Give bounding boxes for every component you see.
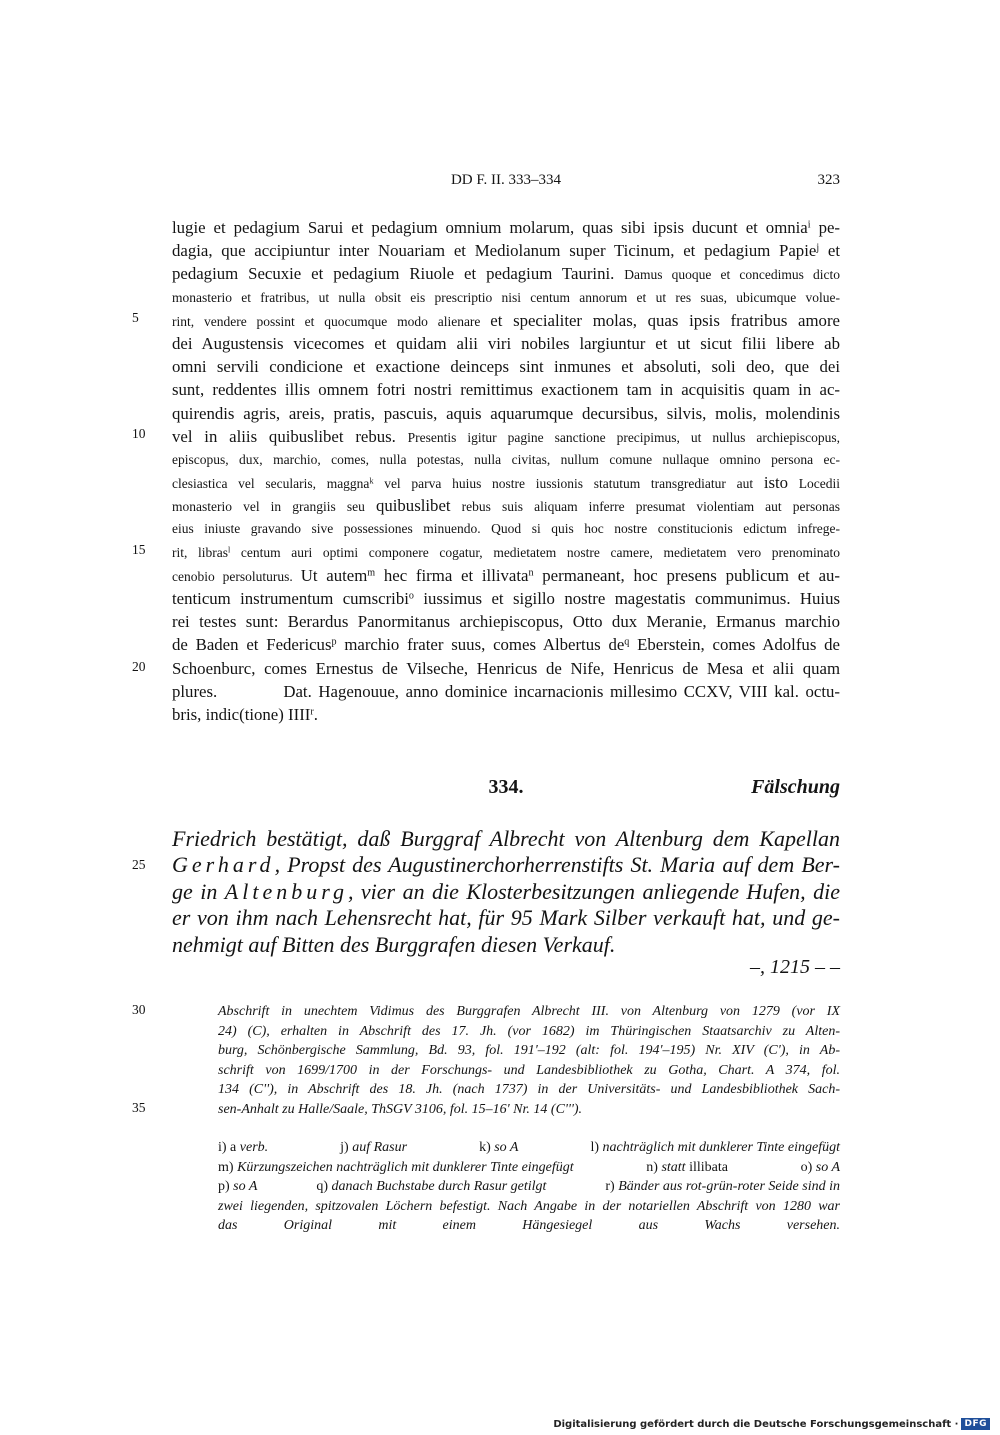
footnote: j) auf Rasur: [340, 1140, 408, 1155]
footnote-line: zwei liegenden, spitzovalen Löchern befestigt. Nach Angabe in der notariellen Abschrift von 1280 war: [218, 1198, 840, 1214]
tradition-line: burg, Schönbergische Sammlung, Bd. 93, fol. 191'–192 (alt: fol. 194'–195) Nr. XIV (C'), in Ab-: [218, 1043, 840, 1059]
footnote: o) so A: [800, 1159, 840, 1175]
document-number: 334.: [488, 776, 524, 798]
document-heading: [172, 776, 840, 804]
regest-line: er von ihm nach Lehensrecht hat, für 95 Mark Silber verkauft hat, und ge-: [172, 905, 840, 931]
document-text: [172, 216, 840, 726]
text-line: sunt, reddentes illis omnem fotri nostri remittimus exactionem tam in acquisitis quam in ac-: [172, 380, 840, 400]
text-line: rit, libras$^l$ centum auri optimi componere cogatur, medietatem nostre camere, medietatem vero prenominato: [172, 544, 840, 560]
text-line: rei testes sunt: Berardus Panormitanus archiepiscopus, Otto dux Meranie, Ermanus marchio: [172, 612, 840, 632]
footnote: l) nachträglich mit dunklerer Tinte eingefügt: [590, 1140, 840, 1155]
tradition-line: sen-Anhalt zu Halle/Saale, ThSGV 3106, fol. 15–16' Nr. 14 (C''').: [218, 1101, 583, 1117]
footnotes: [218, 1138, 840, 1236]
footnote: p) so A: [218, 1179, 258, 1195]
text-line: rint, vendere possint et quocumque modo alienare et specialiter molas, quas ipsis fratribus amore: [172, 310, 840, 330]
footnote-row: [218, 1138, 840, 1158]
text-line: cenobio persoluturus. Ut autem$^m$ hec firma et illivata$^n$ permaneant, hoc presens publicum et au-: [172, 565, 841, 585]
place-name: Altenburg: [224, 878, 348, 904]
text-line: dagia, que accipiuntur inter Nouariam et Mediolanum super Ticinum, et pedagium Papie$^j$ et: [172, 241, 840, 261]
funding-text: Digitalisierung gefördert durch die Deutsche Forschungsgemeinschaft ·: [553, 1418, 959, 1430]
regest-line: ge in Altenburg, vier an die Klosterbesitzungen anliegende Hufen, die: [172, 878, 840, 904]
regest-line: Friedrich bestätigt, daß Burggraf Albrecht von Altenburg dem Kapellan: [172, 826, 840, 851]
text-line: clesiastica vel secularis, maggna$^k$ vel parva huius nostre iussionis statutum transgrediatur aut isto Locedii: [172, 473, 841, 493]
text-line: plures. Dat. Hagenouue, anno dominice incarnacionis millesimo CCXV, VIII kal. octu-: [172, 681, 840, 701]
footnote-row: [218, 1177, 840, 1197]
document-type: Fälschung: [751, 776, 840, 798]
regest-line: Gerhard, Propst des Augustinerchorherrenstifts St. Maria auf dem Ber-: [172, 852, 840, 878]
footnote: k) so A: [479, 1140, 519, 1155]
line-number: 20: [132, 659, 146, 674]
regest-line: nehmigt auf Bitten des Burggrafen diesen Verkauf.: [172, 931, 616, 957]
regest: [172, 826, 840, 958]
text-line: eius iniuste gravando sive possessiones minuendo. Quod si quis hoc nostre constitucionis edictum infrege-: [172, 521, 840, 537]
running-title: DD F. II. 333–334: [450, 172, 562, 188]
line-number: 30: [132, 1002, 146, 1017]
funding-note: [553, 1418, 990, 1430]
footnote: n) statt illibata: [646, 1159, 728, 1175]
text-line: bris, indic(tione) IIII$^r$.: [172, 704, 318, 724]
footnote: q) danach Buchstabe durch Rasur getilgt: [316, 1179, 547, 1195]
line-number: 35: [132, 1100, 146, 1115]
dfg-logo: DFG: [961, 1418, 990, 1430]
page-number: 323: [817, 172, 840, 188]
tradition-line: schrift von 1699/1700 in der Forschungs- und Landesbibliothek zu Gotha, Chart. A 374, fol.: [218, 1062, 840, 1078]
date-line: –, 1215 – –: [750, 956, 840, 978]
text-line: Schoenburc, comes Ernestus de Vilseche, Henricus de Nife, Henricus de Mesa et alii quam: [172, 658, 840, 678]
text-line: quirendis agris, areis, pratis, pascuis, aquis aquarumque decursibus, silvis, molis, molendinis: [172, 403, 840, 423]
footnote-line: das Original mit einem Hängesiegel aus Wachs versehen.: [218, 1218, 840, 1234]
footnote: r) Bänder aus rot-grün-roter Seide sind in: [605, 1179, 840, 1195]
line-number: 15: [132, 542, 146, 557]
text-line: de Baden et Federicus$^p$ marchio frater suus, comes Albertus $de^q$ Eberstein, comes Adolfus de: [172, 635, 840, 655]
line-number: 5: [132, 310, 139, 325]
text-line: omni servili condicione et exactione deinceps sint inmunes et absoluti, soli deo, que dei: [172, 357, 840, 377]
text-line: pedagium Secuxie et pedagium Riuole et pedagium Taurini. Damus quoque et concedimus dicto: [172, 264, 840, 284]
tradition-line: 134 (C''), in Abschrift des 18. Jh. (nach 1737) in der Universitäts- und Landesbibliothek Sach-: [218, 1082, 840, 1098]
text-line: tenticum instrumentum cumscribi$^o$ iussimus et sigillo nostre magestatis communimus. Huius: [172, 589, 840, 608]
person-name: Gerhard: [172, 852, 275, 878]
tradition-note: [218, 1002, 840, 1120]
text-line: monasterio vel in grangiis seu quibuslibet rebus suis aliquam inferre presumat violentiam aut personas: [172, 496, 840, 516]
tradition-line: 24) (C), erhalten in Abschrift des 17. Jh. (vor 1682) im Thüringischen Staatsarchiv zu Alten-: [218, 1023, 840, 1039]
tradition-line: Abschrift in unechtem Vidimus des Burggrafen Albrecht III. von Altenburg von 1279 (vor IX: [218, 1004, 840, 1019]
line-number: 10: [132, 426, 146, 441]
text-line: dei Augustensis vicecomes et quidam alii viri nobiles largiuntur et ut sicut filii libere ab: [172, 333, 840, 353]
text-line: lugie et pedagium Sarui et pedagium omnium molarum, quas sibi ipsis ducunt et omnia$^i$ pe-: [172, 218, 841, 237]
text-line: vel in aliis quibuslibet rebus. Presentis igitur pagine sanctione precipimus, ut nullus archiepiscopus,: [172, 426, 840, 446]
text-line: episcopus, dux, marchio, comes, nulla potestas, nulla civitas, nullum comune nullaque omnino persona ec-: [172, 451, 840, 467]
text-line: monasterio et fratribus, ut nulla obsit eis prescriptio nisi centum annorum et ut res suas, ubicumque volue-: [172, 289, 840, 305]
footnote-row: [218, 1158, 840, 1178]
line-number: 25: [132, 857, 146, 872]
footnote: m) Kürzungszeichen nachträglich mit dunklerer Tinte eingefügt: [218, 1159, 574, 1175]
page-header: [172, 172, 840, 196]
footnote: i) a verb.: [218, 1140, 269, 1155]
